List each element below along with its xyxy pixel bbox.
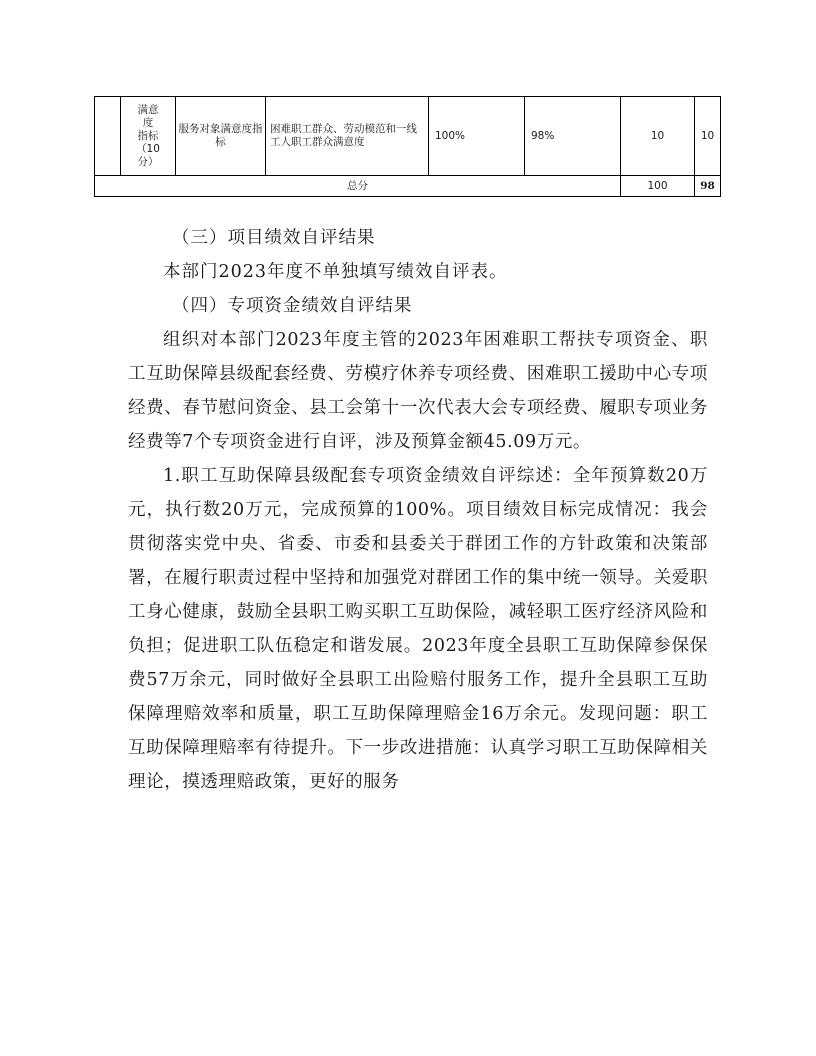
total-row bbox=[95, 176, 721, 197]
body-text bbox=[128, 221, 708, 799]
indicator-cell: 困难职工群众、劳动模范和一线工人职工群众满意度 bbox=[266, 97, 429, 176]
weight-cell: 10 bbox=[621, 97, 695, 176]
section-3-text: 本部门2023年度不单独填写绩效自评表。 bbox=[163, 262, 508, 282]
level2-indicator-cell: 服务对象满意度指标 bbox=[176, 97, 266, 176]
section-4-paragraph-2: 1.职工互助保障县级配套专项资金绩效自评综述：全年预算数20万元，执行数20万元，完成预算的100%。项目绩效目标完成情况：我会贯彻落实党中央、省委、市委和县委关于群团工作的方针政策和决策部署，在履行职责过程中坚持和加强党对群团工作的集中统一领导。关爱职工身心健康，鼓励全县职工购买职工互助保险，减轻职工医疗经济风险和负担；促进职工队伍稳定和谐发展。2023年度全县职工互助保障参保保费57万余元，同时做好全县职工出险赔付服务工作，提升全县职工互助保障理赔效率和质量，职工互助保障理赔金16万余元。发现问题：职工互助保障理赔率有待提升。下一步改进措施：认真学习职工互助保障相关理论，摸透理赔政策，更好的服务 bbox=[128, 466, 708, 792]
dimension-cell: 满意 度 指标 （10 分） bbox=[121, 97, 176, 176]
total-score-cell: 98 bbox=[695, 176, 721, 197]
section-heading-4: （四）专项资金绩效自评结果 bbox=[172, 296, 413, 316]
actual-value-cell: 98% bbox=[525, 97, 621, 176]
total-weight-cell: 100 bbox=[621, 176, 695, 197]
target-value-cell: 100% bbox=[429, 97, 525, 176]
table-row bbox=[95, 97, 721, 176]
section-4-paragraph-1: 组织对本部门2023年度主管的2023年困难职工帮扶专项资金、职工互助保障县级配套经费、劳模疗休养专项经费、困难职工援助中心专项经费、春节慰问资金、县工会第十一次代表大会专项经费、履职专项业务经费等7个专项资金进行自评，涉及预算金额45.09万元。 bbox=[128, 330, 708, 452]
score-cell: 10 bbox=[695, 97, 721, 176]
total-label-cell: 总分 bbox=[95, 176, 621, 197]
section-heading-3: （三）项目绩效自评结果 bbox=[172, 228, 376, 248]
performance-table bbox=[94, 96, 721, 197]
table-cell-blank bbox=[95, 97, 121, 176]
